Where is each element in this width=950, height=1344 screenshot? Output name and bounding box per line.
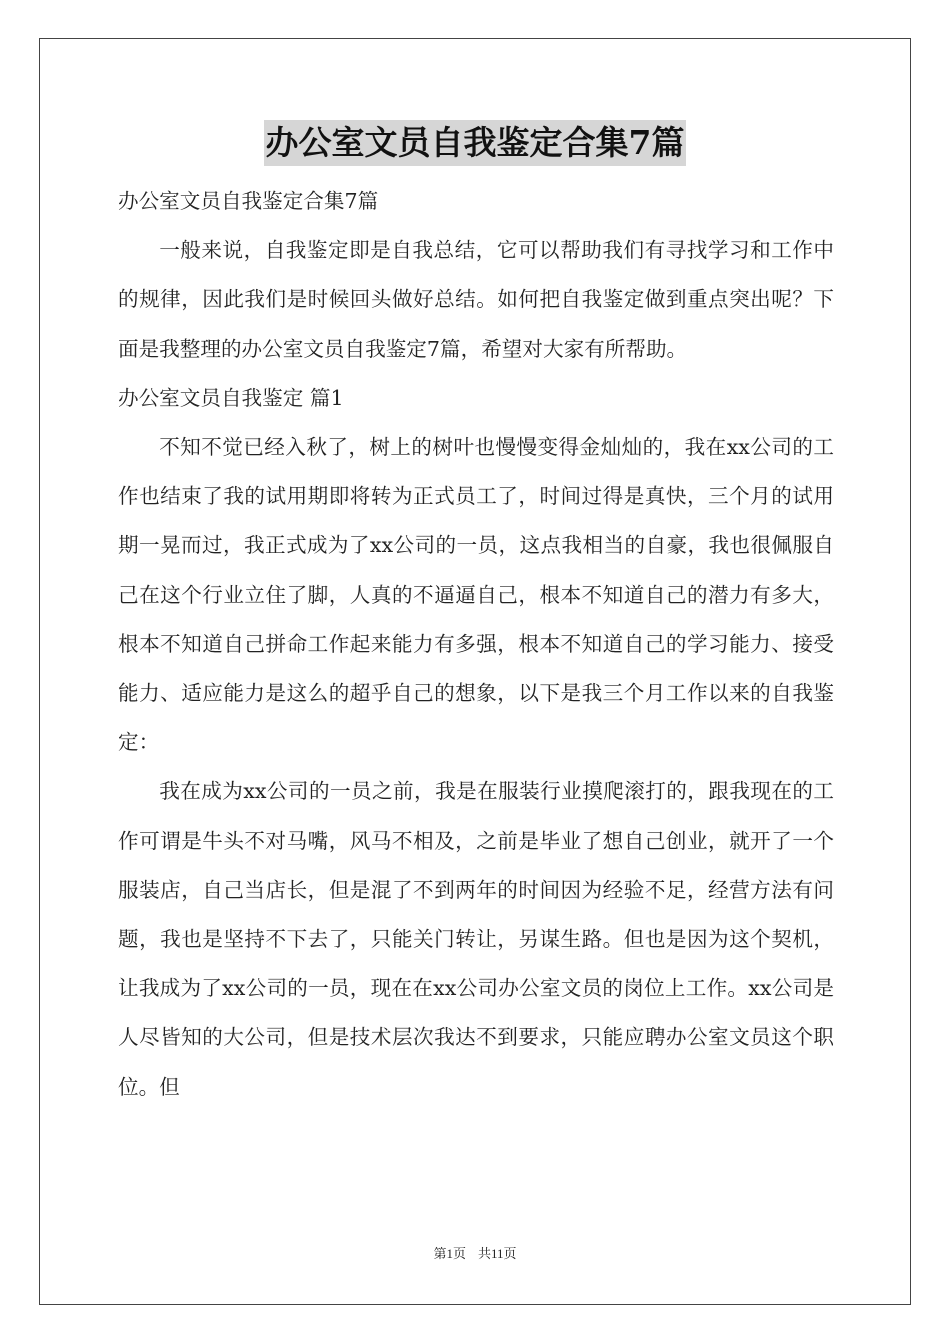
document-body [118,177,834,1112]
section-heading: 办公室文员自我鉴定 篇1 [118,385,344,410]
intro-paragraph: 一般来说，自我鉴定即是自我总结，它可以帮助我们有寻找学习和工作中的规律，因此我们是时候回头做好总结。如何把自我鉴定做到重点突出呢？下面是我整理的办公室文员自我鉴定7篇，希望对大家有所帮助。 [118,238,834,361]
page-footer [0,1243,950,1262]
page-total: 共11页 [477,1246,517,1261]
subtitle-paragraph: 办公室文员自我鉴定合集7篇 [118,189,379,213]
body-paragraph: 我在成为xx公司的一员之前，我是在服装行业摸爬滚打的，跟我现在的工作可谓是牛头不对马嘴，风马不相及，之前是毕业了想自己创业，就开了一个服装店，自己当店长，但是混了不到两年的时间因为经验不足，经营方法有问题，我也是坚持不下去了，只能关门转让，另谋生路。但也是因为这个契机，让我成为了xx公司的一员，现在在xx公司办公室文员的岗位上工作。xx公司是人尽皆知的大公司，但是技术层次我达不到要求，只能应聘办公室文员这个职位。但 [118,779,834,1099]
body-paragraph: 不知不觉已经入秋了，树上的树叶也慢慢变得金灿灿的，我在xx公司的工作也结束了我的试用期即将转为正式员工了，时间过得是真快，三个月的试用期一晃而过，我正式成为了xx公司的一员，这点我相当的自豪，我也很佩服自己在这个行业立住了脚，人真的不逼逼自己，根本不知道自己的潜力有多大，根本不知道自己拼命工作起来能力有多强，根本不知道自己的学习能力、接受能力、适应能力是这么的超乎自己的想象，以下是我三个月工作以来的自我鉴定： [118,435,834,755]
title-container [0,120,950,166]
page-number: 第1页 [433,1246,466,1261]
document-title: 办公室文员自我鉴定合集7篇 [264,120,687,166]
